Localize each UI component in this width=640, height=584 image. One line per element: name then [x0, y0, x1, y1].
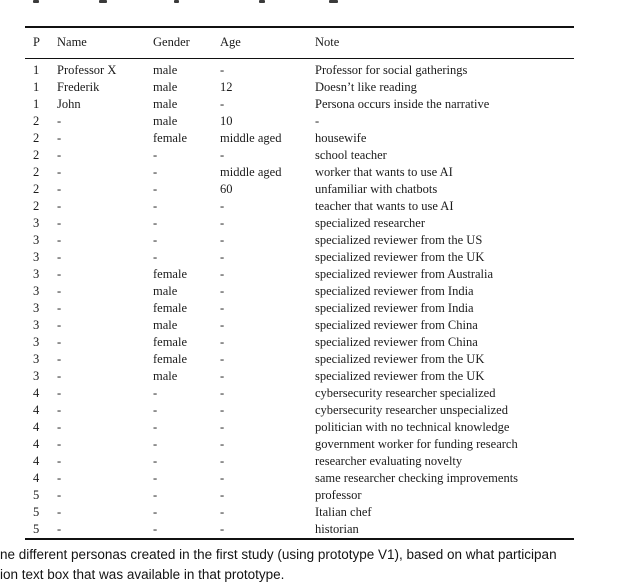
table-row: [25, 300, 574, 317]
cell-note: teacher that wants to use AI: [315, 199, 454, 213]
cell-p: 1: [33, 97, 40, 111]
cell-gender: -: [153, 250, 158, 264]
cell-name: -: [57, 522, 62, 536]
cell-gender: -: [153, 505, 158, 519]
cell-gender: -: [153, 199, 158, 213]
cell-p: 4: [33, 403, 40, 417]
personas-table-grid: [25, 26, 574, 540]
cell-note: cybersecurity researcher specialized: [315, 386, 496, 400]
cell-p: 1: [33, 80, 40, 94]
cell-age: -: [220, 267, 225, 281]
cell-gender: male: [153, 63, 178, 77]
cell-p: 3: [33, 301, 40, 315]
table-row: [25, 402, 574, 419]
table-row: [25, 96, 574, 113]
table-row: [25, 215, 574, 232]
cell-p: 2: [33, 131, 40, 145]
cell-name: John: [57, 97, 81, 111]
cell-gender: female: [153, 335, 188, 349]
table-row: [25, 317, 574, 334]
cell-note: researcher evaluating novelty: [315, 454, 463, 468]
cell-age: -: [220, 250, 225, 264]
cell-note: cybersecurity researcher unspecialized: [315, 403, 508, 417]
cell-p: 5: [33, 505, 40, 519]
text-fragment: [174, 0, 179, 3]
cell-age: -: [220, 284, 225, 298]
cell-name: -: [57, 454, 62, 468]
cell-gender: -: [153, 386, 158, 400]
text-fragment: [329, 0, 338, 3]
table-row: [25, 249, 574, 266]
cell-gender: male: [153, 318, 178, 332]
cell-p: 4: [33, 471, 40, 485]
cell-name: -: [57, 420, 62, 434]
cell-p: 3: [33, 216, 40, 230]
cell-note: specialized reviewer from the US: [315, 233, 483, 247]
cell-name: -: [57, 267, 62, 281]
cell-note: government worker for funding research: [315, 437, 518, 451]
cell-p: 2: [33, 148, 40, 162]
cell-name: -: [57, 182, 62, 196]
cell-gender: -: [153, 148, 158, 162]
cell-note: specialized researcher: [315, 216, 425, 230]
cell-p: 3: [33, 267, 40, 281]
column-header-name: Name: [57, 27, 153, 59]
cell-age: -: [220, 454, 225, 468]
cell-note: same researcher checking improvements: [315, 471, 519, 485]
cell-age: -: [220, 420, 225, 434]
column-header-p: P: [25, 27, 57, 59]
cell-age: -: [220, 471, 225, 485]
table-row: [25, 334, 574, 351]
cell-age: -: [220, 216, 225, 230]
table-row: [25, 504, 574, 521]
table-row: [25, 266, 574, 283]
table-caption-line-2: ion text box that was available in that prototype.: [0, 567, 285, 582]
cell-p: 3: [33, 352, 40, 366]
table-row: [25, 368, 574, 385]
cell-age: -: [220, 318, 225, 332]
cell-name: -: [57, 335, 62, 349]
cell-p: 5: [33, 522, 40, 536]
cell-age: -: [220, 522, 225, 536]
cell-gender: male: [153, 114, 178, 128]
cell-age: -: [220, 352, 225, 366]
cell-age: 10: [220, 114, 233, 128]
personas-table: [25, 26, 574, 540]
cell-age: -: [220, 505, 225, 519]
cell-name: -: [57, 301, 62, 315]
cell-gender: male: [153, 97, 178, 111]
table-row: [25, 436, 574, 453]
cell-name: -: [57, 437, 62, 451]
cell-age: -: [220, 148, 225, 162]
table-row: [25, 79, 574, 96]
table-row: [25, 59, 574, 80]
cell-p: 3: [33, 284, 40, 298]
table-row: [25, 130, 574, 147]
cell-name: -: [57, 386, 62, 400]
cell-age: -: [220, 386, 225, 400]
cell-age: 12: [220, 80, 233, 94]
cell-gender: -: [153, 522, 158, 536]
cell-gender: female: [153, 267, 188, 281]
column-header-gender: Gender: [153, 27, 220, 59]
cell-name: -: [57, 369, 62, 383]
cell-name: -: [57, 352, 62, 366]
table-row: [25, 419, 574, 436]
cell-gender: male: [153, 369, 178, 383]
cell-name: -: [57, 488, 62, 502]
cell-name: -: [57, 471, 62, 485]
table-row: [25, 470, 574, 487]
cell-name: -: [57, 216, 62, 230]
cell-p: 4: [33, 454, 40, 468]
cell-age: -: [220, 301, 225, 315]
cell-gender: -: [153, 437, 158, 451]
text-fragment: [259, 0, 265, 3]
column-header-age: Age: [220, 27, 315, 59]
table-row: [25, 113, 574, 130]
cell-gender: -: [153, 420, 158, 434]
cell-gender: -: [153, 216, 158, 230]
cell-note: Persona occurs inside the narrative: [315, 97, 490, 111]
cell-age: -: [220, 97, 225, 111]
text-fragment: [33, 0, 39, 3]
cell-name: -: [57, 148, 62, 162]
cell-name: -: [57, 318, 62, 332]
cell-note: worker that wants to use AI: [315, 165, 453, 179]
cell-p: 3: [33, 335, 40, 349]
cell-gender: male: [153, 284, 178, 298]
cropped-text-top: [0, 0, 640, 5]
table-row: [25, 232, 574, 249]
cell-age: middle aged: [220, 131, 282, 145]
cell-note: historian: [315, 522, 359, 536]
cell-gender: -: [153, 233, 158, 247]
cell-note: Doesn’t like reading: [315, 80, 417, 94]
cell-gender: female: [153, 352, 188, 366]
cell-note: specialized reviewer from India: [315, 284, 474, 298]
table-row: [25, 487, 574, 504]
table-row: [25, 385, 574, 402]
cell-p: 1: [33, 63, 40, 77]
table-header-row: [25, 27, 574, 59]
cell-note: specialized reviewer from China: [315, 335, 478, 349]
column-header-note: Note: [315, 27, 574, 59]
cell-p: 3: [33, 318, 40, 332]
cell-note: Italian chef: [315, 505, 372, 519]
cell-note: specialized reviewer from the UK: [315, 250, 485, 264]
cell-gender: female: [153, 301, 188, 315]
cell-p: 4: [33, 386, 40, 400]
cell-p: 3: [33, 250, 40, 264]
table-row: [25, 453, 574, 470]
table-row: [25, 283, 574, 300]
cell-note: specialized reviewer from Australia: [315, 267, 494, 281]
cell-name: -: [57, 233, 62, 247]
cell-age: -: [220, 403, 225, 417]
cell-gender: male: [153, 80, 178, 94]
cell-name: Frederik: [57, 80, 100, 94]
table-row: [25, 521, 574, 539]
cell-gender: -: [153, 488, 158, 502]
text-fragment: [99, 0, 107, 3]
cell-name: -: [57, 403, 62, 417]
cell-p: 2: [33, 199, 40, 213]
cell-name: -: [57, 114, 62, 128]
cell-note: school teacher: [315, 148, 387, 162]
table-row: [25, 198, 574, 215]
cell-age: 60: [220, 182, 233, 196]
cell-age: -: [220, 369, 225, 383]
table-body: [25, 59, 574, 540]
cell-age: -: [220, 488, 225, 502]
table-row: [25, 351, 574, 368]
cell-gender: -: [153, 471, 158, 485]
cell-note: politician with no technical knowledge: [315, 420, 510, 434]
table-row: [25, 147, 574, 164]
cell-note: housewife: [315, 131, 367, 145]
cell-note: Professor for social gatherings: [315, 63, 468, 77]
cell-note: professor: [315, 488, 362, 502]
cell-age: -: [220, 335, 225, 349]
cell-p: 5: [33, 488, 40, 502]
cell-gender: -: [153, 454, 158, 468]
cell-age: -: [220, 233, 225, 247]
cell-age: -: [220, 437, 225, 451]
cell-p: 2: [33, 114, 40, 128]
cell-age: -: [220, 199, 225, 213]
cell-p: 4: [33, 437, 40, 451]
cell-name: -: [57, 250, 62, 264]
table-row: [25, 181, 574, 198]
cell-note: specialized reviewer from the UK: [315, 352, 485, 366]
cell-p: 3: [33, 369, 40, 383]
cell-note: unfamiliar with chatbots: [315, 182, 438, 196]
cell-p: 2: [33, 165, 40, 179]
cell-p: 3: [33, 233, 40, 247]
table-row: [25, 164, 574, 181]
cell-name: -: [57, 199, 62, 213]
cell-p: 4: [33, 420, 40, 434]
cell-note: specialized reviewer from the UK: [315, 369, 485, 383]
cell-note: specialized reviewer from China: [315, 318, 478, 332]
cell-p: 2: [33, 182, 40, 196]
cell-gender: -: [153, 403, 158, 417]
cell-name: Professor X: [57, 63, 117, 77]
cell-note: specialized reviewer from India: [315, 301, 474, 315]
cell-note: -: [315, 114, 320, 128]
cell-gender: -: [153, 165, 158, 179]
cell-gender: female: [153, 131, 188, 145]
cell-name: -: [57, 505, 62, 519]
cell-name: -: [57, 284, 62, 298]
cell-name: -: [57, 131, 62, 145]
table-caption-line-1: ne different personas created in the first study (using prototype V1), based on what participan: [0, 547, 557, 562]
cell-name: -: [57, 165, 62, 179]
cell-gender: -: [153, 182, 158, 196]
cell-age: middle aged: [220, 165, 282, 179]
cell-age: -: [220, 63, 225, 77]
